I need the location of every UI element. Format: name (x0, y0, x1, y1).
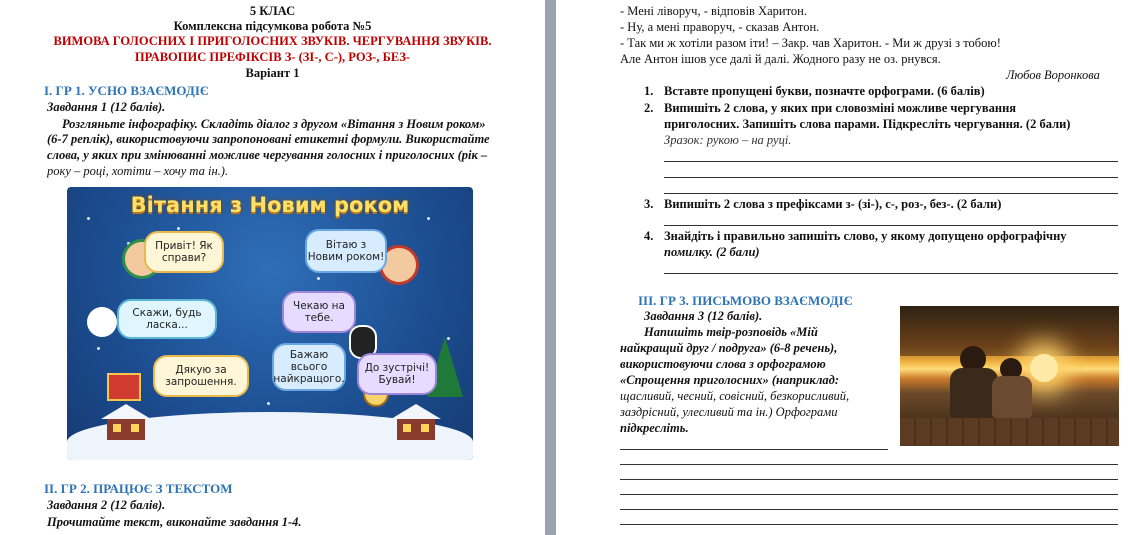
topic-line-2: ПРАВОПИС ПРЕФІКСІВ З- (ЗІ-, С-), РОЗ-, БЕЗ- (134, 50, 411, 64)
text-line-4: Але Антон ішов усе далі й далі. Жодного разу не оз. рнувся. (620, 52, 941, 66)
task-3-line-3: використовуючи слова з орфограмою (620, 357, 826, 371)
bubble-privit: Привіт! Як справи? (144, 231, 224, 273)
task-2-text: Прочитайте текст, виконайте завдання 1-4. (47, 515, 302, 529)
task-3-line-7: підкресліть. (620, 421, 689, 435)
bubble-do-zustrichi: До зустрічі! Бувай! (357, 353, 437, 395)
question-3-number: 3. (644, 197, 654, 211)
question-2-sample: Зразок: рукою – на руці. (664, 133, 792, 147)
answer-line (620, 479, 1118, 480)
snowman-icon (87, 307, 117, 337)
task-3-line-2: найкращий друг / подруга» (6-8 речень), (620, 341, 838, 355)
text-line-1: - Мені ліворуч, - відповів Харитон. (620, 4, 807, 18)
question-1-text: Вставте пропущені букви, позначте орфограми. (6 балів) (664, 84, 985, 98)
answer-line (620, 524, 1118, 525)
section-3-heading: ІІІ. ГР 3. ПИСЬМОВО ВЗАЄМОДІЄ (638, 293, 853, 308)
house-right (397, 418, 435, 440)
task-1-line-2: (6-7 реплік), використовуючи запропоновані етикетні формули. Використайте (47, 132, 490, 146)
question-2-line-1: Випишіть 2 слова, у яких при словозміні можливе чергування (664, 101, 1017, 115)
bubble-skazhy: Скажи, будь ласка... (117, 299, 217, 339)
topic-line-1: ВИМОВА ГОЛОСНИХ І ПРИГОЛОСНИХ ЗВУКІВ. ЧЕРГУВАННЯ ЗВУКІВ. (53, 34, 492, 48)
answer-line (664, 193, 1118, 194)
task-3-line-1: Напишіть твір-розповідь «Мій (644, 325, 818, 339)
task-1-line-4: року – році, хотіти – хочу та ін.). (47, 164, 229, 178)
work-title: Комплексна підсумкова робота №5 (173, 19, 372, 33)
task-1-label: Завдання 1 (12 балів). (47, 100, 166, 114)
friends-sunset-photo (900, 306, 1119, 446)
text-line-3: - Так ми ж хотіли разом іти! – Закр. чав Харитон. - Ми ж друзі з тобою! (620, 36, 1001, 50)
gift-icon (107, 373, 141, 401)
answer-line (620, 464, 1118, 465)
answer-line (664, 161, 1118, 162)
author-name: Любов Воронкова (1006, 68, 1100, 82)
task-3-line-5: щасливий, чесний, совісний, безкорисливий, (620, 389, 850, 403)
bubble-chekayu: Чекаю на тебе. (282, 291, 356, 333)
task-3-line-4: «Спрощення приголосних» (наприклад: (620, 373, 840, 387)
task-1-line-3: слова, у яких при змінюванні можливе чергування голосних і приголосних (рік – (47, 148, 488, 162)
question-1-number: 1. (644, 84, 654, 98)
page-left (0, 0, 545, 535)
answer-line (620, 509, 1118, 510)
section-2-heading: ІІ. ГР 2. ПРАЦЮЄ З ТЕКСТОМ (44, 481, 233, 496)
text-line-2: - Ну, а мені праворуч, - сказав Антон. (620, 20, 820, 34)
question-4-line-1: Знайдіть і правильно запишіть слово, у якому допущено орфографічну (664, 229, 1067, 243)
question-3-text: Випишіть 2 слова з префіксами з- (зі-), с-, роз-, без-. (2 бали) (664, 197, 1002, 211)
bubble-dyakuyu: Дякую за запрошення. (153, 355, 249, 397)
question-2-line-2: приголосних. Запишіть слова парами. Підкресліть чергування. (2 бали) (664, 117, 1071, 131)
question-4-number: 4. (644, 229, 654, 243)
task-3-label: Завдання 3 (12 балів). (644, 309, 763, 323)
bubble-bazhayu: Бажаю всього найкращого. (272, 343, 346, 391)
bubble-vitayu: Вітаю з Новим роком! (305, 229, 387, 273)
new-year-infographic (67, 187, 473, 460)
infographic-title: Вітання з Новим роком (130, 193, 410, 217)
answer-line (664, 225, 1118, 226)
answer-line (620, 494, 1118, 495)
task-2-label: Завдання 2 (12 балів). (47, 498, 166, 512)
task-1-line-1: Розгляньте інфографіку. Складіть діалог з другом «Вітання з Новим роком» (62, 117, 486, 131)
question-2-number: 2. (644, 101, 654, 115)
answer-line (620, 449, 888, 450)
page-right (556, 0, 1130, 535)
house-left (107, 418, 145, 440)
answer-line (664, 177, 1118, 178)
answer-line (664, 273, 1118, 274)
section-1-heading: І. ГР 1. УСНО ВЗАЄМОДІЄ (44, 83, 209, 98)
grade-heading: 5 КЛАС (249, 4, 296, 18)
task-3-line-6: заздрісний, улесливий та ін.) Орфограми (620, 405, 838, 419)
variant-label: Варіант 1 (245, 66, 300, 80)
question-4-line-2: помилку. (2 бали) (664, 245, 760, 259)
